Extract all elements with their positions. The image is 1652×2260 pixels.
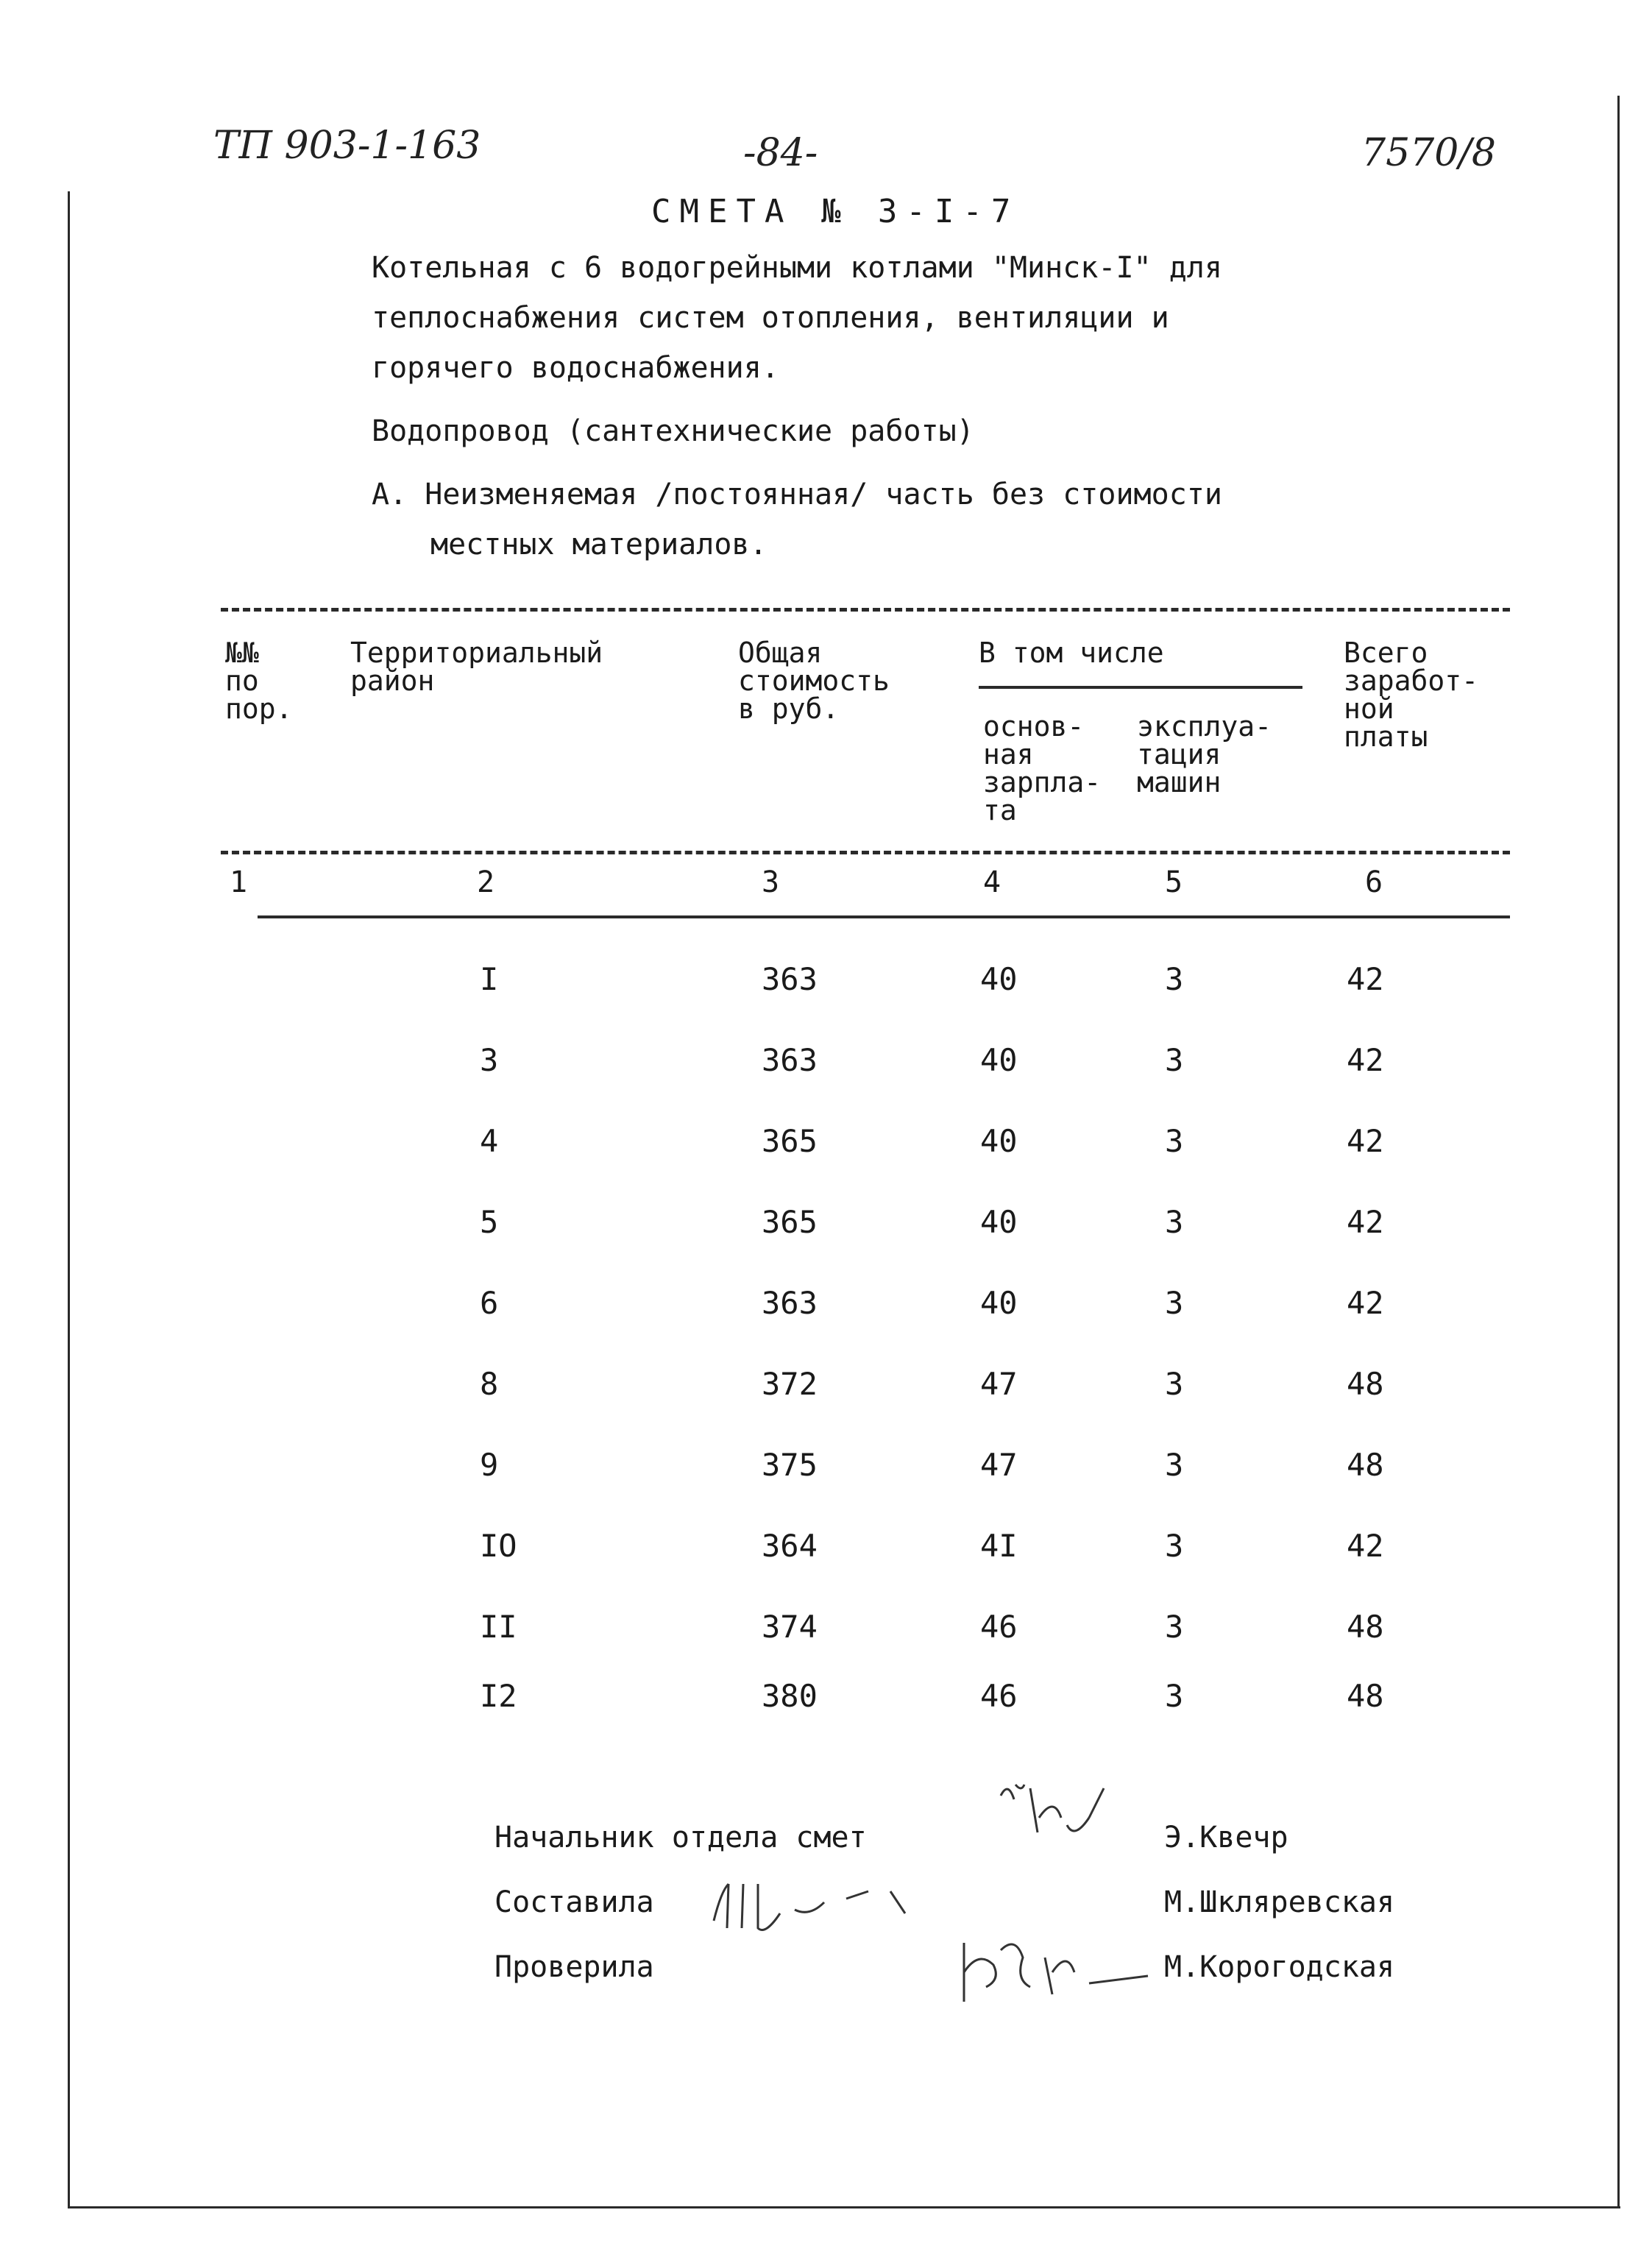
cell-wages: 48	[1347, 1609, 1384, 1645]
part-line-2: местных материалов.	[430, 528, 767, 562]
signature-name-2: М.Шкляревская	[1164, 1885, 1395, 1919]
cell-machines: 3	[1165, 1285, 1184, 1321]
cell-salary: 40	[980, 1204, 1018, 1240]
cell-total: 363	[762, 961, 818, 997]
cell-wages: 48	[1347, 1447, 1384, 1483]
cell-machines: 3	[1165, 1204, 1184, 1240]
page-border-bottom	[68, 2206, 1620, 2208]
column-number-4: 4	[983, 865, 1002, 899]
cell-machines: 3	[1165, 1447, 1184, 1483]
cell-total: 375	[762, 1447, 818, 1483]
cell-total: 363	[762, 1285, 818, 1321]
handwritten-signature-2	[699, 1869, 949, 1950]
archive-number: 7570/8	[1361, 131, 1496, 175]
cell-wages: 42	[1347, 1204, 1384, 1240]
cell-district: 9	[480, 1447, 499, 1483]
cell-salary: 40	[980, 961, 1018, 997]
cell-salary: 47	[980, 1447, 1018, 1483]
cell-district: 3	[480, 1042, 499, 1078]
cell-district: II	[480, 1609, 517, 1645]
header-row-number: №№ по пор.	[225, 637, 293, 725]
cell-salary: 4I	[980, 1528, 1018, 1564]
cell-total: 374	[762, 1609, 818, 1645]
cell-district: I	[480, 961, 499, 997]
cell-district: 8	[480, 1366, 499, 1402]
cell-total: 372	[762, 1366, 818, 1402]
header-total-cost: Общая стоимость в руб.	[738, 637, 890, 725]
cell-machines: 3	[1165, 961, 1184, 997]
description-line-1: Котельная с 6 водогрейными котлами "Минск-I" для	[372, 251, 1222, 285]
cell-total: 380	[762, 1678, 818, 1714]
header-district: Территориальный район	[350, 637, 603, 697]
cell-total: 365	[762, 1204, 818, 1240]
column-number-5: 5	[1165, 865, 1183, 899]
cell-salary: 40	[980, 1285, 1018, 1321]
cell-machines: 3	[1165, 1042, 1184, 1078]
cell-wages: 42	[1347, 1042, 1384, 1078]
cell-district: 5	[480, 1204, 499, 1240]
column-numbers-rule	[258, 915, 1510, 918]
signature-name-1: Э.Квечр	[1164, 1821, 1288, 1855]
table-top-rule	[221, 608, 1510, 612]
signature-role-3: Проверила	[494, 1950, 654, 1984]
cell-district: I2	[480, 1678, 517, 1714]
description-line-3: горячего водоснабжения.	[372, 351, 779, 385]
cell-machines: 3	[1165, 1123, 1184, 1159]
cell-total: 363	[762, 1042, 818, 1078]
cell-wages: 42	[1347, 961, 1384, 997]
signature-name-3: М.Корогодская	[1164, 1950, 1395, 1984]
column-number-2: 2	[477, 865, 495, 899]
cell-machines: 3	[1165, 1678, 1184, 1714]
page-border-right	[1617, 96, 1620, 2208]
cell-machines: 3	[1165, 1609, 1184, 1645]
page-number: -84-	[743, 131, 818, 175]
header-bottom-rule	[221, 851, 1510, 854]
cell-wages: 42	[1347, 1285, 1384, 1321]
cell-salary: 47	[980, 1366, 1018, 1402]
signature-role-1: Начальник отдела смет	[494, 1821, 867, 1855]
cell-salary: 46	[980, 1678, 1018, 1714]
column-number-3: 3	[762, 865, 780, 899]
cell-salary: 40	[980, 1042, 1018, 1078]
cell-salary: 46	[980, 1609, 1018, 1645]
cell-salary: 40	[980, 1123, 1018, 1159]
cell-wages: 48	[1347, 1678, 1384, 1714]
header-total-wages: Всего заработ- ной платы	[1344, 637, 1479, 753]
cell-district: 6	[480, 1285, 499, 1321]
handwritten-signature-1	[986, 1774, 1133, 1862]
signature-role-2: Составила	[494, 1885, 654, 1919]
part-line-1: А. Неизменяемая /постоянная/ часть без стоимости	[372, 478, 1222, 511]
header-group-underline	[979, 686, 1302, 689]
cell-wages: 42	[1347, 1123, 1384, 1159]
cell-total: 364	[762, 1528, 818, 1564]
handwritten-signature-3	[942, 1928, 1163, 2016]
document-title: СМЕТА № 3-I-7	[651, 193, 1020, 230]
description-line-2: теплоснабжения систем отопления, вентиляции и	[372, 301, 1169, 335]
cell-district: IO	[480, 1528, 517, 1564]
cell-wages: 42	[1347, 1528, 1384, 1564]
cell-total: 365	[762, 1123, 818, 1159]
doc-code: ТП 903-1-163	[213, 124, 481, 168]
header-machine-operation: эксплуа- тация машин	[1137, 710, 1272, 798]
cell-machines: 3	[1165, 1366, 1184, 1402]
cell-wages: 48	[1347, 1366, 1384, 1402]
page-border-left	[68, 191, 70, 2208]
section-title: Водопровод (сантехнические работы)	[372, 414, 974, 448]
cell-district: 4	[480, 1123, 499, 1159]
column-number-6: 6	[1365, 865, 1383, 899]
column-number-1: 1	[230, 865, 248, 899]
cell-machines: 3	[1165, 1528, 1184, 1564]
header-base-salary: основ- ная зарпла- та	[983, 710, 1102, 826]
header-group-including: В том числе	[979, 637, 1164, 669]
